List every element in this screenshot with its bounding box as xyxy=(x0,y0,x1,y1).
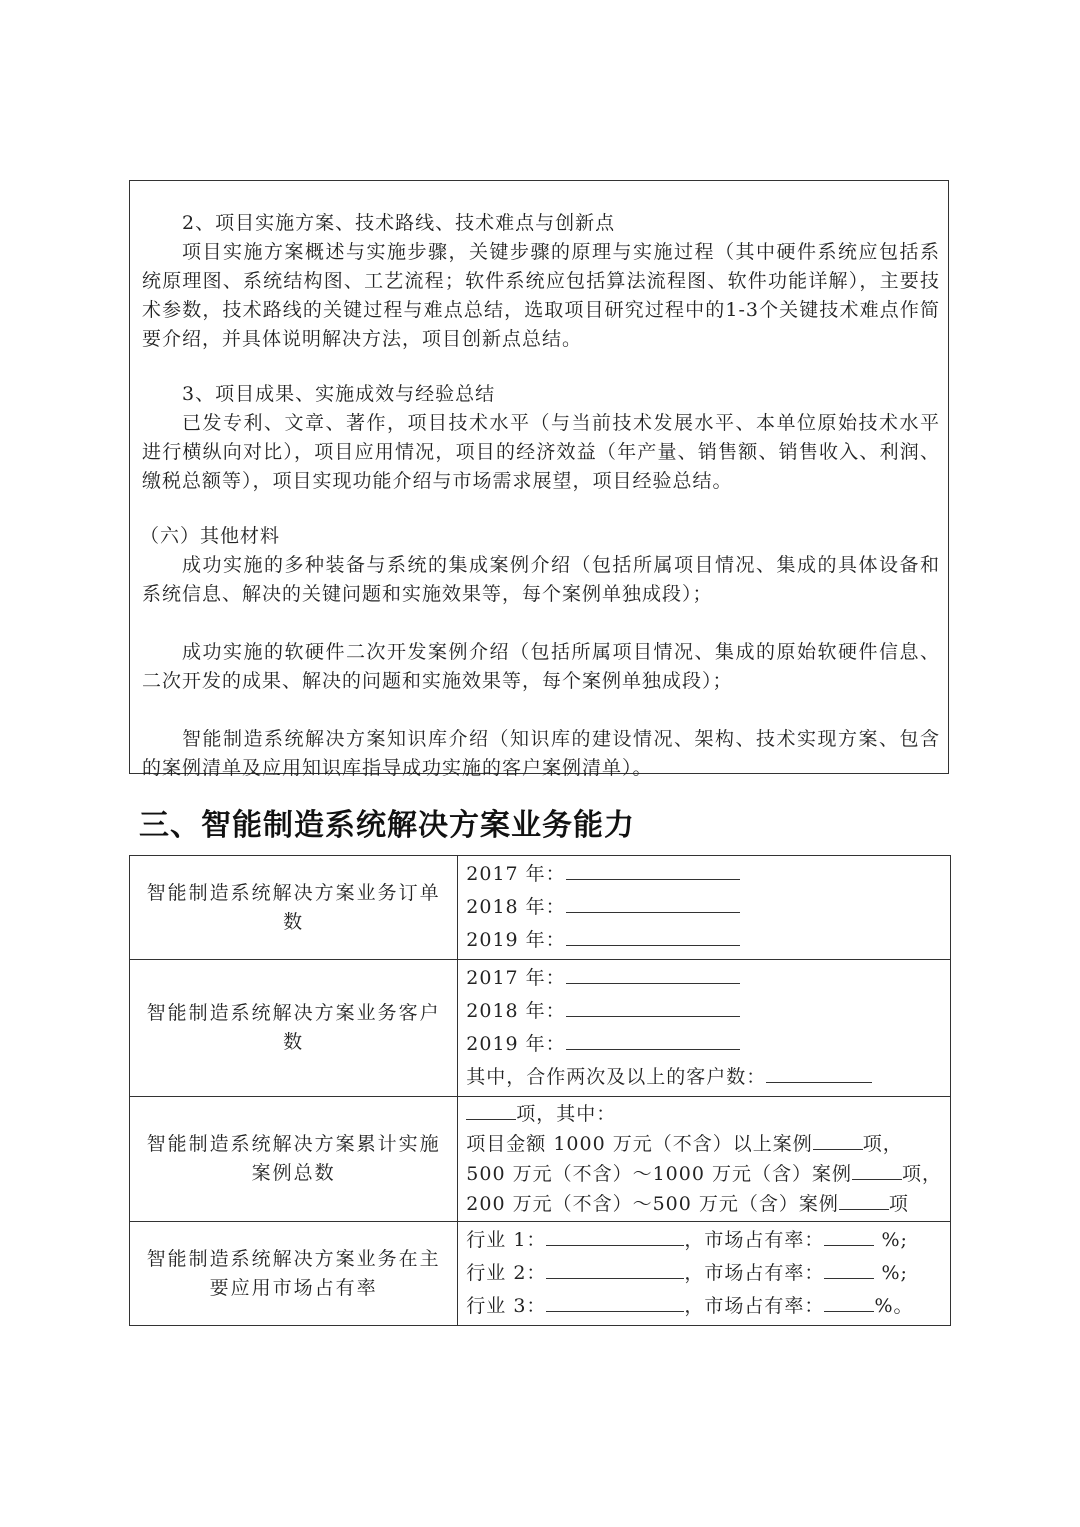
row-value xyxy=(458,960,951,1097)
year-label: 2018 年： xyxy=(466,1000,566,1022)
total-cases-label: 项，其中： xyxy=(516,1103,617,1125)
heading-2: 2、项目实施方案、技术路线、技术难点与创新点 xyxy=(182,212,616,234)
fill-blank[interactable] xyxy=(824,1227,874,1246)
case-tier-label: 200 万元（不含）～500 万元（含）案例 xyxy=(466,1193,839,1215)
share-label: ，市场占有率： xyxy=(684,1295,825,1317)
fill-blank[interactable] xyxy=(824,1260,874,1279)
row-value xyxy=(458,1222,951,1326)
repeat-clients-label: 其中，合作两次及以上的客户数： xyxy=(466,1066,767,1088)
share-label: ，市场占有率： xyxy=(684,1229,825,1251)
row-label: 智能制造系统解决方案业务在主要应用市场占有率 xyxy=(130,1222,458,1326)
fill-blank[interactable] xyxy=(546,1227,684,1246)
year-label: 2017 年： xyxy=(466,863,566,885)
table-row xyxy=(130,960,951,1097)
row-label: 智能制造系统解决方案累计实施案例总数 xyxy=(130,1097,458,1222)
fill-blank[interactable] xyxy=(466,1101,516,1120)
section-title: 三、智能制造系统解决方案业务能力 xyxy=(139,808,635,843)
fill-blank[interactable] xyxy=(546,1260,684,1279)
fill-blank[interactable] xyxy=(566,998,740,1017)
industry-label: 行业 1： xyxy=(466,1229,547,1251)
row-label: 智能制造系统解决方案业务客户数 xyxy=(130,960,458,1097)
paragraph-6a: 成功实施的多种装备与系统的集成案例介绍（包括所属项目情况、集成的具体设备和系统信息、解决的关键问题和实施效果等，每个案例单独成段）； xyxy=(142,554,940,605)
case-tier-label: 项目金额 1000 万元（不含）以上案例 xyxy=(466,1133,813,1155)
row-value xyxy=(458,1097,951,1222)
table-row xyxy=(130,1222,951,1326)
guidelines-box xyxy=(129,180,949,779)
heading-3: 3、项目成果、实施成效与经验总结 xyxy=(182,383,496,405)
industry-label: 行业 2： xyxy=(466,1262,547,1284)
percent-unit: %。 xyxy=(874,1295,914,1317)
unit-label: 项 xyxy=(888,1193,909,1215)
year-label: 2019 年： xyxy=(466,1033,566,1055)
year-label: 2018 年： xyxy=(466,896,566,918)
year-label: 2019 年： xyxy=(466,929,566,951)
row-value xyxy=(458,856,951,960)
fill-blank[interactable] xyxy=(566,927,740,946)
year-label: 2017 年： xyxy=(466,967,566,989)
share-label: ，市场占有率： xyxy=(684,1262,825,1284)
unit-label: 项， xyxy=(901,1163,942,1185)
table-row xyxy=(130,856,951,960)
unit-label: 项， xyxy=(862,1133,903,1155)
row-label: 智能制造系统解决方案业务订单数 xyxy=(130,856,458,960)
fill-blank[interactable] xyxy=(813,1131,863,1150)
fill-blank[interactable] xyxy=(566,894,740,913)
fill-blank[interactable] xyxy=(546,1293,684,1312)
fill-blank[interactable] xyxy=(824,1293,874,1312)
percent-unit: %; xyxy=(881,1229,908,1251)
paragraph-6b: 成功实施的软硬件二次开发案例介绍（包括所属项目情况、集成的原始软硬件信息、二次开发的成果、解决的问题和实施效果等，每个案例单独成段）； xyxy=(142,641,940,692)
fill-blank[interactable] xyxy=(566,861,740,880)
table-row xyxy=(130,1097,951,1222)
fill-blank[interactable] xyxy=(566,965,740,984)
paragraph-2: 项目实施方案概述与实施步骤，关键步骤的原理与实施过程（其中硬件系统应包括系统原理图、系统结构图、工艺流程；软件系统应包括算法流程图、软件功能详解），主要技术参数，技术路线的关键过程与难点总结，选取项目研究过程中的1-3个关键技术难点作简要介绍，并具体说明解决方法，项目创新点总结。 xyxy=(142,241,940,350)
paragraph-3: 已发专利、文章、著作，项目技术水平（与当前技术发展水平、本单位原始技术水平进行横纵向对比），项目应用情况，项目的经济效益（年产量、销售额、销售收入、利润、缴税总额等），项目实现功能介绍与市场需求展望，项目经验总结。 xyxy=(142,412,940,492)
paragraph-6c: 智能制造系统解决方案知识库介绍（知识库的建设情况、架构、技术实现方案、包含的案例清单及应用知识库指导成功实施的客户案例清单）。 xyxy=(142,728,940,779)
capability-table xyxy=(129,855,951,1326)
fill-blank[interactable] xyxy=(839,1191,889,1210)
fill-blank[interactable] xyxy=(566,1031,740,1050)
fill-blank[interactable] xyxy=(766,1064,872,1083)
fill-blank[interactable] xyxy=(852,1161,902,1180)
percent-unit: %; xyxy=(881,1262,908,1284)
industry-label: 行业 3： xyxy=(466,1295,547,1317)
case-tier-label: 500 万元（不含）～1000 万元（含）案例 xyxy=(466,1163,852,1185)
heading-6: （六）其他材料 xyxy=(140,525,281,547)
